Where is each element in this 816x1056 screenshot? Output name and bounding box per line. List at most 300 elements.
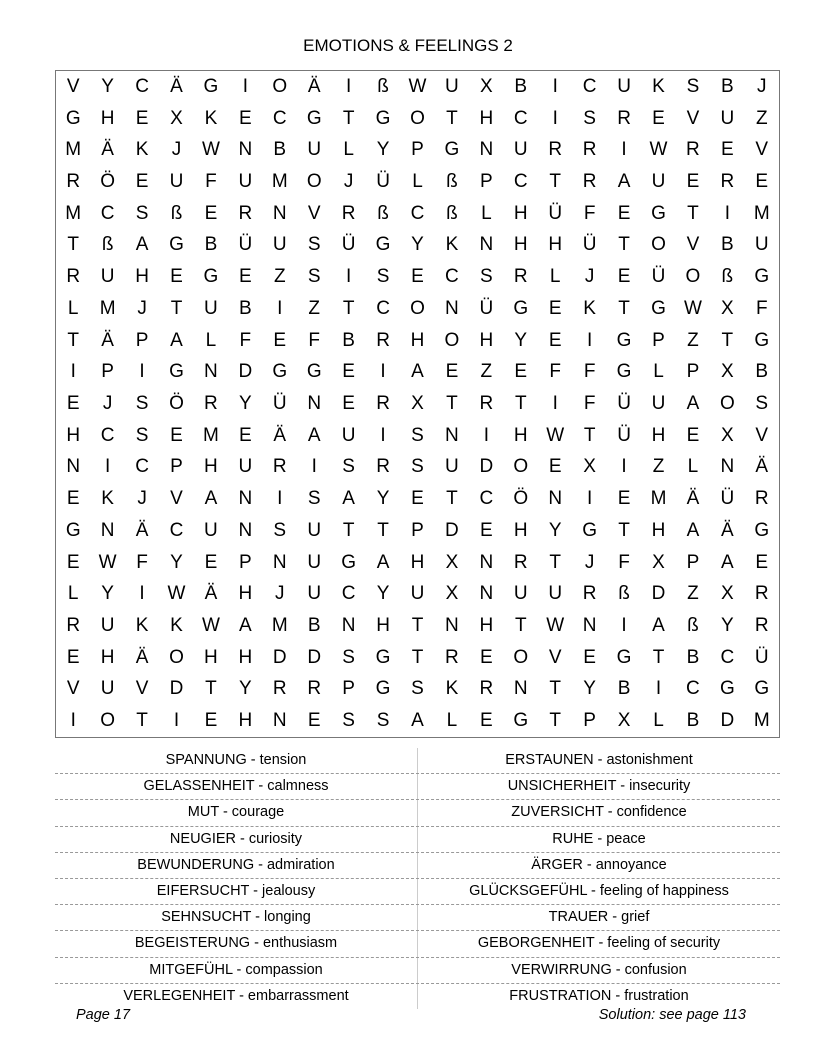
grid-cell: Ä (721, 519, 734, 541)
grid-cell: U (100, 678, 115, 700)
grid-cell: E (445, 361, 459, 383)
grid-cell: ß (446, 170, 458, 192)
grid-cell: C (100, 202, 115, 224)
grid-cell: R (204, 392, 218, 414)
grid-cell: K (135, 614, 149, 636)
grid-cell: I (311, 456, 317, 478)
grid-cell: T (618, 234, 630, 256)
grid-cell: N (445, 424, 459, 446)
grid-cell: G (616, 361, 632, 383)
grid-cell: E (755, 170, 769, 192)
grid-cell: H (479, 329, 494, 351)
grid-cell: P (686, 551, 700, 573)
grid-cell: H (204, 456, 218, 478)
grid-cell: T (377, 519, 389, 541)
grid-cell: I (242, 75, 248, 97)
grid-cell: G (754, 519, 770, 541)
grid-cell: B (239, 297, 252, 319)
grid-cell: N (238, 139, 253, 161)
grid-cell: O (719, 392, 735, 414)
grid-cell: D (272, 646, 287, 668)
grid-cell: J (584, 551, 595, 573)
grid-cell: I (345, 266, 352, 288)
grid-cell: K (204, 107, 218, 129)
word-list-row (55, 879, 780, 905)
grid-cell: P (411, 139, 424, 161)
grid-cell: O (444, 329, 460, 351)
grid-cell: X (721, 297, 734, 319)
grid-cell: L (67, 583, 79, 605)
grid-cell: Ä (135, 519, 149, 541)
grid-cell: C (513, 170, 528, 192)
grid-cell: V (686, 234, 700, 256)
grid-cell: J (275, 583, 285, 605)
grid-cell: E (135, 170, 149, 192)
grid-cell: W (546, 614, 565, 636)
grid-cell: E (66, 646, 80, 668)
grid-cell: G (719, 678, 735, 700)
grid-cell: I (380, 361, 386, 383)
grid-cell: ß (446, 202, 458, 224)
grid-cell: N (307, 392, 322, 414)
grid-cell: E (273, 329, 287, 351)
grid-cell: E (66, 488, 80, 510)
word-entry: ERSTAUNEN - astonishment (505, 752, 693, 768)
grid-cell: T (136, 710, 148, 732)
grid-cell: E (239, 107, 252, 129)
grid-cell: I (621, 139, 627, 161)
grid-cell: Ä (204, 583, 218, 605)
grid-cell: K (583, 297, 596, 319)
grid-cell: S (307, 488, 321, 510)
grid-cell: P (342, 678, 355, 700)
grid-cell: P (135, 329, 149, 351)
grid-cell: C (410, 202, 425, 224)
grid-cell: ß (377, 75, 389, 97)
grid-cell: W (546, 424, 565, 446)
grid-cell: M (203, 424, 219, 446)
grid-cell: ß (170, 202, 183, 224)
grid-cell: A (239, 614, 252, 636)
grid-cell: ß (618, 583, 630, 605)
grid-cell: R (272, 678, 287, 700)
grid-cell: H (100, 646, 115, 668)
grid-cell: B (721, 75, 734, 97)
grid-cell: B (342, 329, 355, 351)
grid-cell: N (445, 297, 459, 319)
grid-cell: E (170, 266, 183, 288)
grid-cell: M (753, 710, 770, 732)
grid-cell: U (307, 551, 322, 573)
grid-cell: T (342, 297, 355, 319)
grid-cell: N (204, 361, 218, 383)
word-entry: TRAUER - grief (548, 909, 650, 926)
grid-cell: R (376, 392, 390, 414)
grid-cell: E (721, 139, 734, 161)
grid-cell: F (618, 551, 630, 573)
grid-cell: R (238, 202, 253, 224)
grid-cell: R (754, 614, 769, 636)
grid-cell: T (170, 297, 183, 319)
grid-cell: N (445, 614, 459, 636)
grid-cell: L (205, 329, 217, 351)
grid-cell: G (513, 710, 529, 732)
grid-cell: Y (376, 488, 390, 510)
grid-cell: O (685, 266, 701, 288)
grid-cell: G (513, 297, 529, 319)
grid-cell: Z (480, 361, 493, 383)
grid-cell: E (480, 519, 493, 541)
grid-cell: V (755, 424, 769, 446)
word-entry: GELASSENHEIT - calmness (55, 774, 418, 799)
grid-cell: O (306, 170, 322, 192)
grid-cell: I (586, 488, 593, 510)
grid-cell: O (169, 646, 184, 668)
grid-cell: U (720, 107, 735, 129)
grid-cell: U (754, 234, 769, 256)
grid-cell: U (410, 583, 425, 605)
word-entry: VERLEGENHEIT - embarrassment (55, 984, 418, 1009)
grid-cell: U (169, 170, 184, 192)
grid-cell: P (101, 361, 114, 383)
grid-cell: T (446, 107, 458, 129)
grid-cell: Y (548, 519, 562, 541)
grid-cell: I (483, 424, 489, 446)
grid-cell: L (653, 710, 664, 732)
grid-cell: C (169, 519, 184, 541)
grid-cell: ß (721, 266, 734, 288)
grid-cell: S (686, 75, 700, 97)
word-entry: MUT - courage (55, 800, 418, 825)
grid-cell: C (513, 107, 528, 129)
grid-cell: E (170, 424, 183, 446)
grid-cell: Y (376, 139, 390, 161)
grid-cell: V (66, 75, 80, 97)
grid-cell: T (514, 614, 527, 636)
grid-cell: K (652, 75, 665, 97)
word-entry: RUHE - peace (552, 830, 646, 847)
grid-cell: R (548, 139, 563, 161)
grid-cell: F (308, 329, 320, 351)
grid-cell: G (754, 329, 770, 351)
word-list-row (55, 984, 780, 1009)
grid-cell: P (583, 710, 596, 732)
grid-cell: E (480, 710, 493, 732)
grid-cell: I (139, 361, 145, 383)
grid-cell: C (686, 678, 700, 700)
word-list (55, 748, 780, 1004)
grid-cell: F (583, 392, 596, 414)
grid-cell: H (100, 107, 115, 129)
grid-cell: I (70, 710, 76, 732)
word-entry: MITGEFÜHL - compassion (55, 958, 418, 983)
grid-cell: M (271, 170, 288, 192)
grid-cell: R (272, 456, 287, 478)
grid-cell: H (66, 424, 81, 446)
grid-cell: J (343, 170, 354, 192)
word-entry: SPANNUNG - tension (55, 748, 418, 773)
word-entry: BEGEISTERUNG - enthusiasm (55, 931, 418, 956)
grid-cell: O (651, 234, 666, 256)
grid-cell: Ü (582, 234, 597, 256)
grid-cell: Y (376, 583, 390, 605)
grid-cell: I (277, 488, 283, 510)
word-entry: GLÜCKSGEFÜHL - feeling of happiness (469, 882, 729, 899)
grid-cell: Z (273, 266, 286, 288)
grid-cell: T (342, 107, 355, 129)
word-list-row (55, 800, 780, 826)
grid-cell: B (204, 234, 218, 256)
grid-cell: Ä (170, 75, 183, 97)
grid-cell: Z (687, 583, 699, 605)
grid-cell: T (514, 392, 527, 414)
grid-cell: N (479, 583, 494, 605)
grid-cell: E (411, 266, 424, 288)
grid-cell: B (686, 710, 700, 732)
word-entry: NEUGIER - curiosity (55, 827, 418, 852)
grid-cell: R (376, 456, 390, 478)
grid-cell: U (100, 614, 115, 636)
grid-cell: C (582, 75, 597, 97)
grid-cell: U (238, 456, 253, 478)
grid-cell: K (445, 234, 459, 256)
grid-cell: U (272, 234, 287, 256)
grid-cell: H (204, 646, 218, 668)
grid-cell: X (617, 710, 631, 732)
grid-cell: Ä (686, 488, 700, 510)
grid-cell: G (375, 678, 391, 700)
grid-cell: A (686, 392, 700, 414)
grid-cell: T (721, 329, 734, 351)
grid-cell: P (652, 329, 665, 351)
grid-cell: M (65, 139, 82, 161)
grid-cell: G (616, 329, 632, 351)
grid-cell: A (411, 710, 424, 732)
grid-cell: T (67, 329, 80, 351)
grid-cell: M (271, 614, 288, 636)
grid-cell: T (549, 678, 561, 700)
grid-cell: R (582, 583, 597, 605)
grid-cell: B (273, 139, 287, 161)
grid-cell: E (583, 646, 596, 668)
grid-cell: R (66, 614, 81, 636)
grid-cell: M (650, 488, 667, 510)
grid-cell: Ä (755, 456, 769, 478)
word-list-row (55, 827, 780, 853)
grid-cell: U (307, 583, 322, 605)
grid-cell: H (513, 234, 528, 256)
grid-cell: R (754, 583, 769, 605)
grid-cell: N (582, 614, 597, 636)
grid-cell: Ü (479, 297, 494, 319)
grid-cell: Ö (513, 488, 529, 510)
grid-cell: A (617, 170, 631, 192)
grid-cell: V (686, 107, 700, 129)
grid-cell: X (170, 107, 183, 129)
grid-cell: U (307, 519, 322, 541)
grid-cell: R (307, 678, 322, 700)
grid-cell: G (444, 139, 460, 161)
grid-cell: Ü (341, 234, 356, 256)
grid-cell: N (66, 456, 81, 478)
grid-cell: H (513, 424, 528, 446)
grid-cell: D (238, 361, 253, 383)
grid-cell: T (583, 424, 596, 446)
grid-cell: T (411, 614, 424, 636)
grid-cell: Ö (100, 170, 116, 192)
grid-cell: U (651, 170, 666, 192)
word-list-row (55, 958, 780, 984)
grid-cell: G (754, 266, 770, 288)
grid-cell: H (513, 202, 528, 224)
grid-cell: I (380, 424, 386, 446)
grid-cell: X (721, 361, 734, 383)
grid-cell: X (721, 424, 734, 446)
grid-cell: S (376, 710, 390, 732)
grid-cell: R (582, 170, 597, 192)
grid-cell: X (480, 75, 493, 97)
grid-cell: E (480, 646, 493, 668)
grid-cell: I (104, 456, 111, 478)
grid-cell: G (375, 646, 391, 668)
grid-cell: G (169, 234, 184, 256)
grid-cell: S (342, 710, 355, 732)
grid-cell: S (376, 266, 390, 288)
grid-cell: V (307, 202, 321, 224)
grid-cell: U (445, 75, 459, 97)
grid-cell: E (652, 107, 665, 129)
grid-cell: Z (308, 297, 320, 319)
grid-cell: E (342, 392, 355, 414)
grid-cell: A (652, 614, 665, 636)
grid-cell: T (618, 519, 630, 541)
grid-cell: W (98, 551, 117, 573)
word-entry: ZUVERSICHT - confidence (511, 804, 687, 821)
grid-cell: Z (755, 107, 768, 129)
grid-cell: O (100, 710, 116, 732)
grid-cell: E (239, 266, 252, 288)
grid-cell: B (307, 614, 321, 636)
grid-cell: I (552, 392, 558, 414)
grid-cell: S (135, 202, 149, 224)
grid-cell: I (173, 710, 180, 732)
grid-cell: L (653, 361, 664, 383)
grid-cell: A (376, 551, 390, 573)
grid-cell: A (307, 424, 321, 446)
grid-cell: R (479, 392, 494, 414)
grid-cell: P (411, 519, 424, 541)
grid-cell: W (201, 614, 220, 636)
grid-cell: O (513, 646, 529, 668)
grid-cell: E (204, 202, 218, 224)
grid-cell: C (135, 456, 149, 478)
grid-cell: G (754, 678, 770, 700)
grid-cell: D (169, 678, 184, 700)
grid-cell: C (720, 646, 735, 668)
grid-cell: F (205, 170, 217, 192)
page-number: Page 17 (76, 1007, 131, 1023)
grid-cell: H (410, 551, 425, 573)
grid-cell: H (135, 266, 149, 288)
grid-cell: J (137, 488, 147, 510)
grid-cell: A (411, 361, 424, 383)
grid-cell: S (411, 424, 424, 446)
grid-cell: K (445, 678, 459, 700)
grid-cell: A (721, 551, 734, 573)
grid-cell: E (204, 551, 218, 573)
grid-cell: I (345, 75, 352, 97)
grid-cell: E (617, 202, 631, 224)
grid-cell: F (239, 329, 252, 351)
grid-cell: C (272, 107, 287, 129)
grid-cell: P (170, 456, 183, 478)
grid-cell: T (687, 202, 699, 224)
puzzle-title: EMOTIONS & FEELINGS 2 (303, 36, 513, 55)
grid-cell: M (65, 202, 82, 224)
grid-cell: S (411, 456, 424, 478)
grid-cell: A (135, 234, 149, 256)
grid-cell: R (376, 329, 390, 351)
grid-cell: O (410, 297, 425, 319)
grid-cell: R (720, 170, 735, 192)
grid-cell: E (617, 266, 631, 288)
grid-cell: B (617, 678, 631, 700)
grid-cell: Z (652, 456, 665, 478)
grid-cell: R (754, 488, 769, 510)
grid-cell: R (341, 202, 356, 224)
grid-cell: T (446, 392, 458, 414)
grid-cell: B (514, 75, 528, 97)
grid-cell: E (548, 329, 562, 351)
grid-cell: C (376, 297, 390, 319)
grid-cell: N (100, 519, 115, 541)
grid-cell: F (583, 361, 596, 383)
grid-cell: R (445, 646, 459, 668)
grid-cell: N (479, 139, 494, 161)
grid-cell: U (100, 266, 115, 288)
grid-cell: X (445, 551, 459, 573)
grid-cell: G (203, 75, 219, 97)
grid-cell: E (686, 170, 700, 192)
grid-cell: S (273, 519, 287, 541)
grid-cell: B (755, 361, 769, 383)
grid-cell: L (446, 710, 458, 732)
grid-cell: Ü (754, 646, 769, 668)
grid-cell: I (586, 329, 593, 351)
grid-cell: Ä (101, 139, 114, 161)
grid-cell: S (342, 646, 355, 668)
grid-cell: D (720, 710, 735, 732)
grid-cell: T (618, 297, 630, 319)
grid-cell: N (341, 614, 356, 636)
grid-cell: N (479, 551, 494, 573)
grid-cell: E (548, 297, 562, 319)
grid-cell: X (652, 551, 665, 573)
grid-cell: N (238, 519, 253, 541)
grid-cell: H (651, 424, 666, 446)
grid-cell: H (651, 519, 666, 541)
grid-cell: H (513, 519, 528, 541)
grid-cell: D (479, 456, 494, 478)
grid-cell: R (617, 107, 631, 129)
grid-cell: Ä (101, 329, 114, 351)
word-entry: SEHNSUCHT - longing (55, 905, 418, 930)
grid-cell: G (272, 361, 288, 383)
grid-cell: C (341, 583, 356, 605)
word-entry: EIFERSUCHT - jealousy (55, 879, 418, 904)
grid-cell: U (651, 392, 666, 414)
grid-cell: U (513, 583, 528, 605)
